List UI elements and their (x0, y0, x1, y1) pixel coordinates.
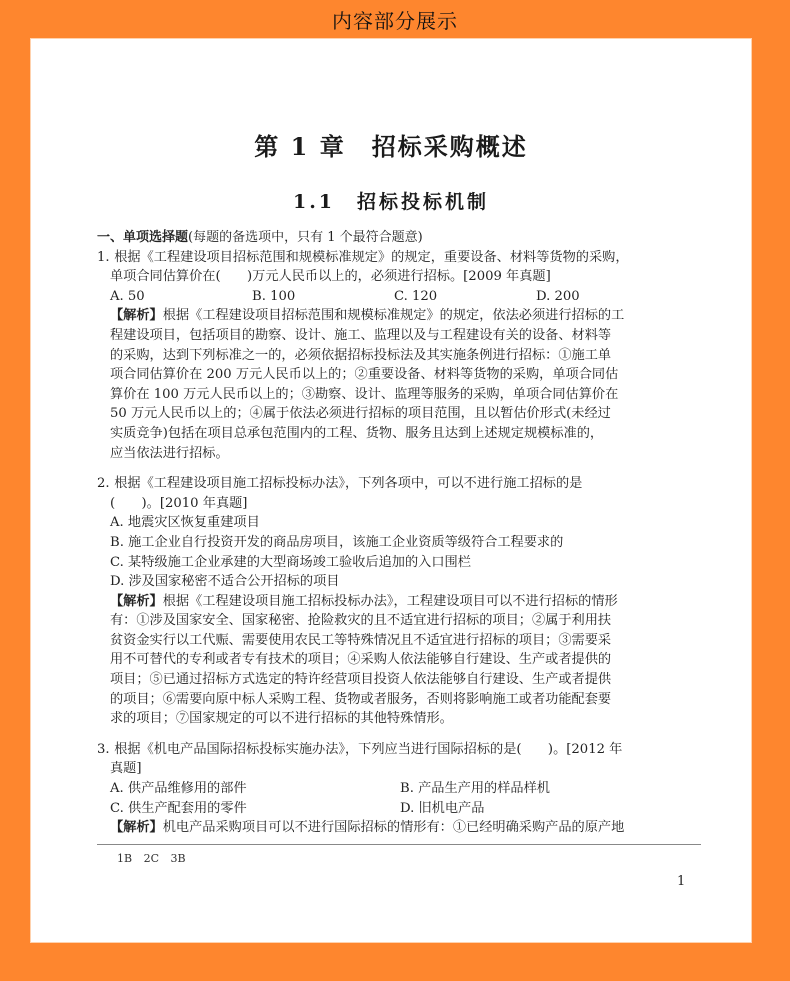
option-c: C. 120 (394, 288, 438, 304)
option-a: A. 地震灾区恢复重建项目 (110, 515, 260, 531)
page-number: 1 (677, 874, 686, 889)
question-number: 1. (97, 249, 110, 265)
analysis-line: 求的项目；⑦国家规定的可以不进行招标的其他特殊情形。 (110, 711, 453, 727)
option-c: C. 供生产配套用的零件 (110, 800, 247, 816)
analysis-line: 50 万元人民币以上的；④属于依法必须进行招标的项目范围，且以暂估价形式(未经过 (110, 406, 611, 422)
analysis-tag: 【解析】 (110, 593, 163, 609)
question-number: 2. (97, 476, 110, 492)
analysis-line: 项合同估算价在 200 万元人民币以上的；②重要设备、材料等货物的采购，单项合同估 (110, 367, 619, 383)
question-stem-line: 根据《工程建设项目施工招标投标办法》，下列各项中，可以不进行施工招标的是 (114, 476, 583, 492)
options-row (97, 799, 697, 819)
option-a: A. 供产品维修用的部件 (110, 781, 247, 797)
option-a: A. 50 (110, 288, 145, 304)
part-heading-note: (每题的备选项中，只有 1 个最符合题意) (188, 230, 423, 245)
question-content (97, 228, 697, 838)
analysis-tag: 【解析】 (110, 820, 163, 836)
chapter-title: 第 1 章 招标采购概述 (254, 132, 528, 161)
answer-key: 1B 2C 3B (117, 852, 186, 865)
analysis-line: 用不可替代的专利或者专有技术的项目；④采购人依法能够自行建设、生产或者提供的 (110, 652, 612, 668)
question-2 (97, 474, 697, 729)
option-b: B. 产品生产用的样品样机 (400, 781, 550, 797)
analysis-line: 根据《工程建设项目施工招标投标办法》，工程建设项目可以不进行招标的情形 (162, 593, 618, 609)
analysis-line: 实质竞争)包括在项目总承包范围内的工程、货物、服务且达到上述规定规模标准的， (110, 425, 604, 441)
question-3 (97, 740, 697, 838)
analysis-line: 的项目；⑥需要向原中标人采购工程、货物或者服务，否则将影响施工或者功能配套要 (110, 691, 612, 707)
analysis-line: 机电产品采购项目可以不进行国际招标的情形有：①已经明确采购产品的原产地 (162, 820, 625, 836)
question-stem-line: 根据《工程建设项目招标范围和规模标准规定》的规定，重要设备、材料等货物的采购， (114, 249, 629, 265)
analysis-line: 贫资金实行以工代赈、需要使用农民工等特殊情况且不适宜进行招标的项目；③需要采 (110, 632, 612, 648)
option-b: B. 100 (252, 288, 296, 304)
option-d: D. 旧机电产品 (400, 800, 485, 816)
footnote-divider (97, 844, 701, 845)
options-row (97, 287, 697, 307)
analysis-tag: 【解析】 (110, 308, 163, 324)
analysis-line: 项目；⑤已通过招标方式选定的特许经营项目投资人依法能够自行建设、生产或者提供 (110, 672, 612, 688)
analysis-line: 有：①涉及国家安全、国家秘密、抢险救灾的且不适宜进行招标的项目；②属于利用扶 (110, 613, 612, 629)
option-b: B. 施工企业自行投资开发的商品房项目，该施工企业资质等级符合工程要求的 (110, 534, 564, 550)
analysis-line: 算价在 100 万元人民币以上的；③勘察、设计、监理等服务的采购，单项合同估算价在 (110, 386, 619, 402)
question-stem-line: 根据《机电产品国际招标投标实施办法》，下列应当进行国际招标的是( )。[2012 年 (114, 741, 623, 757)
banner-title: 内容部分展示 (332, 9, 458, 33)
section-title: 1.1 招标投标机制 (292, 191, 490, 213)
option-d: D. 涉及国家秘密不适合公开招标的项目 (110, 574, 340, 590)
part-heading-text: 一、单项选择题 (97, 230, 189, 245)
question-1 (97, 248, 697, 464)
analysis-line: 的采购，达到下列标准之一的，必须依据招标投标法及其实施条例进行招标：①施工单 (110, 347, 612, 363)
option-c: C. 某特级施工企业承建的大型商场竣工验收后追加的入口围栏 (110, 554, 471, 570)
question-stem-line: ( )。[2010 年真题] (110, 495, 248, 511)
part-heading (97, 228, 697, 248)
question-number: 3. (97, 741, 110, 757)
options-row (97, 779, 697, 799)
question-stem-line: 单项合同估算价在( )万元人民币以上的，必须进行招标。[2009 年真题] (110, 269, 551, 285)
document-page (31, 39, 751, 942)
analysis-line: 应当依法进行招标。 (110, 445, 229, 461)
question-stem-line: 真题] (110, 761, 142, 777)
analysis-line: 根据《工程建设项目招标范围和规模标准规定》的规定，依法必须进行招标的工 (162, 308, 625, 324)
analysis-line: 程建设项目，包括项目的勘察、设计、施工、监理以及与工程建设有关的设备、材料等 (110, 327, 612, 343)
option-d: D. 200 (536, 288, 580, 304)
